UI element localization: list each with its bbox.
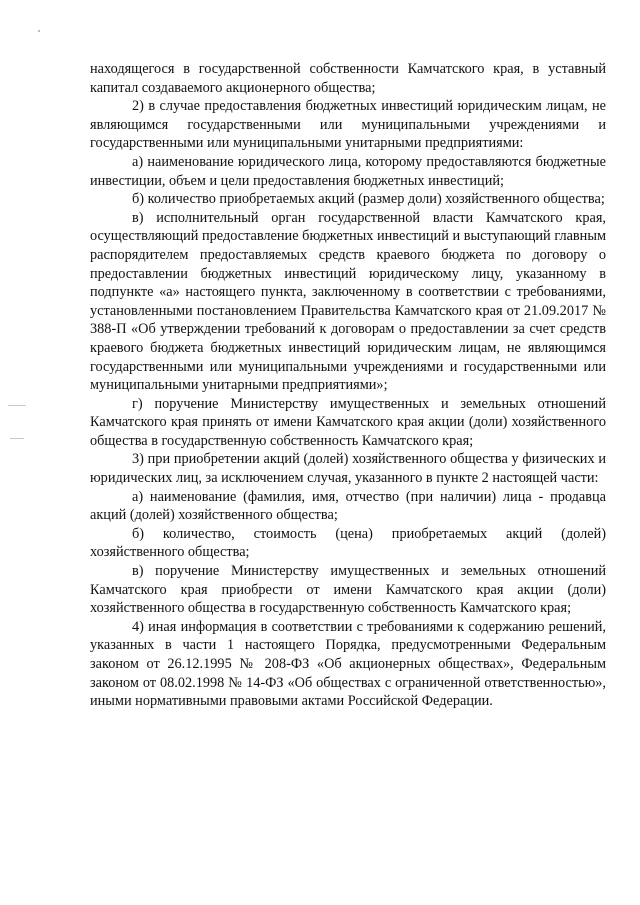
paragraph: находящегося в государственной собственности Камчатского края, в уставный капитал создаваемого акционерного общества; <box>90 61 606 96</box>
paragraph: б) количество, стоимость (цена) приобретаемых акций (долей) хозяйственного общества; <box>90 525 606 561</box>
paragraph: 3) при приобретении акций (долей) хозяйственного общества у физических и юридических лиц, за исключением случая, указанного в пункте 2 настоящей части: <box>90 451 606 487</box>
scan-artifact <box>10 438 24 439</box>
scan-artifact <box>38 30 40 32</box>
paragraph: 2) в случае предоставления бюджетных инвестиций юридическим лицам, не являющимся государственными или муниципальными учреждениями и государственными или муниципальными унитарными предприятиями: <box>90 98 606 152</box>
paragraph: а) наименование юридического лица, которому предоставляются бюджетные инвестиции, объем и цели предоставления бюджетных инвестиций; <box>90 153 606 189</box>
paragraph: в) исполнительный орган государственной власти Камчатского края, осуществляющий предоставление бюджетных инвестиций и выступающий главным распорядителем предоставляемых средств краевого бюджета по договору о предоставлении бюджетных инвестиций юридическому лицу, указанному в подпункте «а» настоящего пункта, заключенному в соответствии с требованиями, установленными постановлением Правительства Камчатского края от 21.09.2017 № 388-П «Об утверждении требований к договорам о предоставлении за счет средств краевого бюджета бюджетных инвестиций юридическим лицам, не являющимся государственными или муниципальными учреждениями и государственными или муниципальными унитарными предприятиями»; <box>90 209 606 394</box>
scan-artifact <box>8 405 26 406</box>
paragraph: а) наименование (фамилия, имя, отчество (при наличии) лица - продавца акций (долей) хозяйственного общества; <box>90 488 606 524</box>
paragraph: г) поручение Министерству имущественных и земельных отношений Камчатского края принять от имени Камчатского края акции (доли) хозяйственного общества в государственную собственность Камчатского края; <box>90 395 606 449</box>
paragraph: б) количество приобретаемых акций (размер доли) хозяйственного общества; <box>132 191 605 208</box>
document-body <box>90 60 606 711</box>
paragraph: в) поручение Министерству имущественных и земельных отношений Камчатского края приобрести от имени Камчатского края акции (доли) хозяйственного общества в государственную собственность Камчатского края; <box>90 563 606 617</box>
paragraph: 4) иная информация в соответствии с требованиями к содержанию решений, указанных в части 1 настоящего Порядка, предусмотренными Федеральным законом от 26.12.1995 № 208-ФЗ «Об акционерных обществах», Федеральным законом от 08.02.1998 № 14-ФЗ «Об обществах с ограниченной ответственностью», иными нормативными правовыми актами Российской Федерации. <box>90 618 606 710</box>
